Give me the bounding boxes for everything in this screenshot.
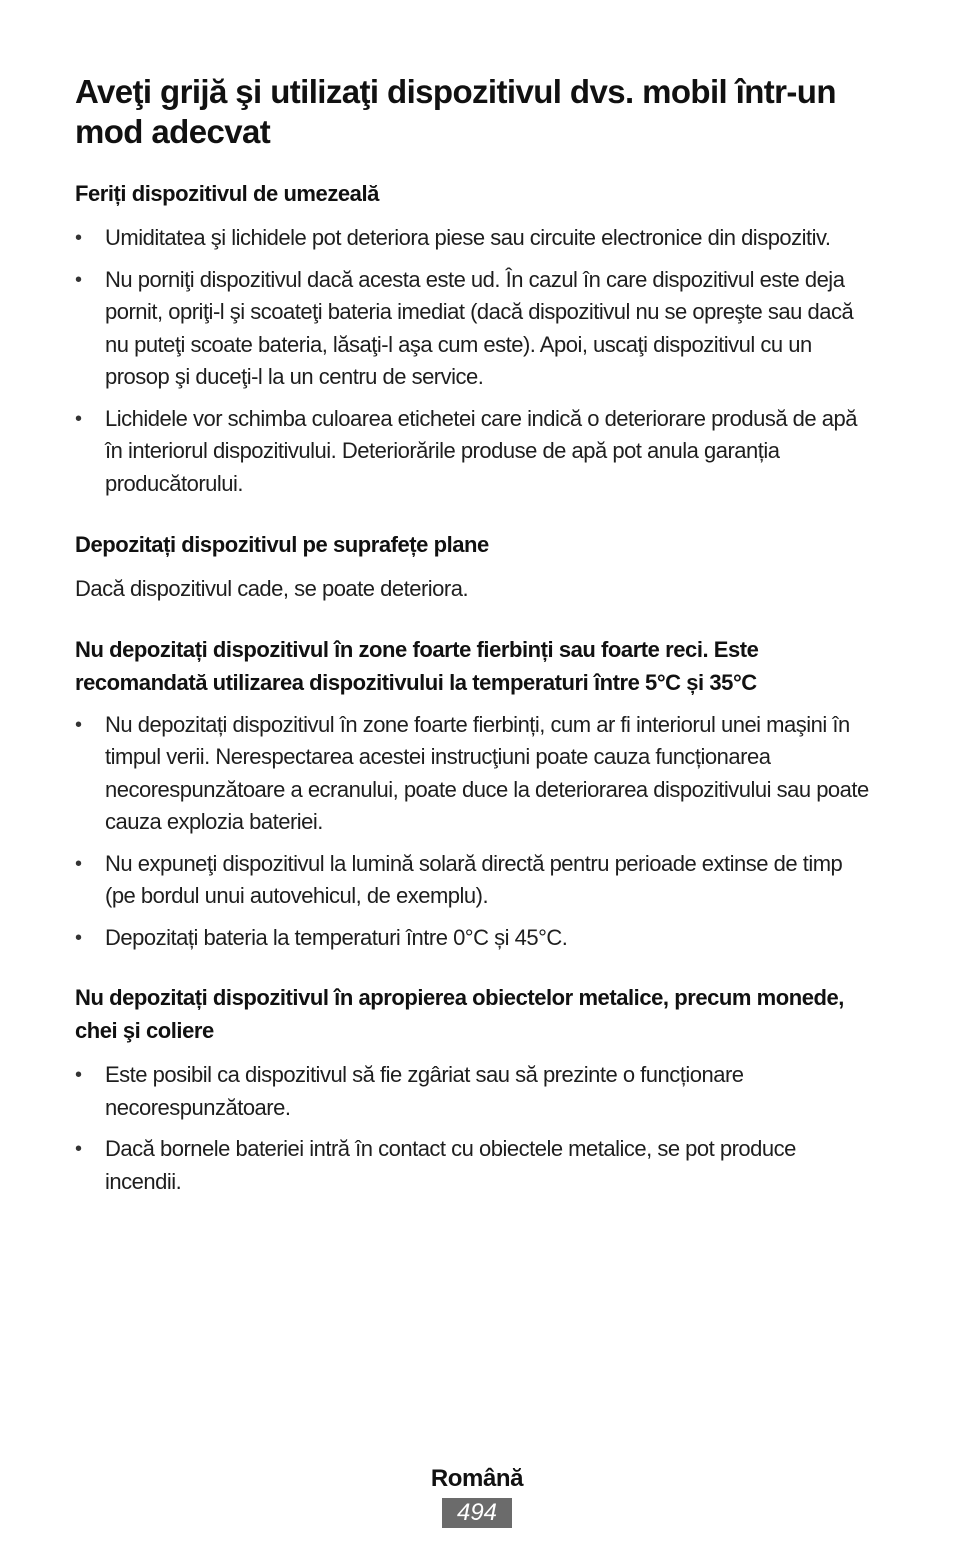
bullet-icon: • bbox=[75, 227, 82, 249]
list-item bbox=[75, 264, 875, 394]
bullet-icon: • bbox=[75, 268, 82, 291]
list-item-text: Nu porniţi dispozitivul dacă acesta este ud. În cazul în care dispozitivul este deja pornit, opriţi-l şi scoateţi bateria imediat (dacă dispozitivul nu se opreşte sau dacă nu puteţi scoate bateria, lăsaţi-l aşa cum este). Apoi, uscaţi dispozitivul cu un prosop şi duceţi-l la un centru de service. bbox=[105, 266, 854, 389]
section-heading: Nu depozitați dispozitivul în apropierea obiectelor metalice, precum monede, chei şi coliere bbox=[75, 985, 844, 1043]
bullet-list bbox=[75, 222, 875, 500]
bullet-icon: • bbox=[75, 926, 82, 949]
list-item-text: Umiditatea şi lichidele pot deteriora piese sau circuite electronice din dispozitiv. bbox=[105, 225, 831, 250]
list-item-text: Dacă bornele bateriei intră în contact cu obiectele metalice, se pot produce incendii. bbox=[105, 1136, 796, 1194]
section-metal-objects bbox=[75, 981, 875, 1198]
list-item-text: Depozitați bateria la temperaturi între 0°C și 45°C. bbox=[105, 924, 568, 950]
list-item-text: Este posibil ca dispozitivul să fie zgâriat sau să prezinte o funcționare necorespunzătoare. bbox=[105, 1062, 744, 1120]
list-item bbox=[75, 848, 875, 913]
list-item bbox=[75, 403, 875, 501]
bullet-icon: • bbox=[75, 407, 82, 430]
bullet-icon: • bbox=[75, 713, 82, 736]
bullet-list bbox=[75, 1059, 875, 1198]
section-flat-surfaces bbox=[75, 528, 875, 606]
page-title: Aveţi grijă şi utilizaţi dispozitivul dvs. mobil într-un mod adecvat bbox=[75, 73, 836, 150]
list-item-text: Nu depozitați dispozitivul în zone foarte fierbinți, cum ar fi interiorul unei maşini în timpul verii. Nerespectarea acestei instrucţiuni poate cauza funcționarea necorespunzătoare a ecranului, poate duce la deteriorarea dispozitivului sau poate cauza explozia bateriei. bbox=[105, 711, 869, 834]
section-heading: Feriți dispozitivul de umezeală bbox=[75, 181, 379, 206]
bullet-icon: • bbox=[75, 1064, 82, 1086]
list-item bbox=[75, 222, 875, 255]
list-item bbox=[75, 1059, 875, 1124]
list-item bbox=[75, 1133, 875, 1198]
bullet-icon: • bbox=[75, 1138, 82, 1160]
list-item bbox=[75, 922, 875, 955]
page-content bbox=[75, 72, 875, 1198]
section-moisture bbox=[75, 177, 875, 500]
section-heading: Depozitați dispozitivul pe suprafețe plane bbox=[75, 532, 489, 557]
list-item-text: Nu expuneţi dispozitivul la lumină solară directă pentru perioade extinse de timp (pe bordul unui autovehicul, de exemplu). bbox=[105, 850, 843, 908]
list-item-text: Lichidele vor schimba culoarea etichetei care indică o deteriorare produsă de apă în interiorul dispozitivului. Deteriorările produse de apă pot anula garanția producătorului. bbox=[105, 405, 857, 496]
bullet-list bbox=[75, 709, 875, 955]
section-text: Dacă dispozitivul cade, se poate deteriora. bbox=[75, 576, 469, 601]
bullet-icon: • bbox=[75, 852, 82, 875]
section-temperature bbox=[75, 633, 875, 955]
page-number: 494 bbox=[442, 1498, 512, 1528]
page-footer bbox=[0, 1462, 954, 1528]
footer-language: Română bbox=[430, 1465, 524, 1492]
list-item bbox=[75, 709, 875, 839]
section-heading: Nu depozitați dispozitivul în zone foarte fierbinți sau foarte reci. Este recomandată utilizarea dispozitivului la temperaturi între 5°C și 35°C bbox=[75, 636, 759, 695]
